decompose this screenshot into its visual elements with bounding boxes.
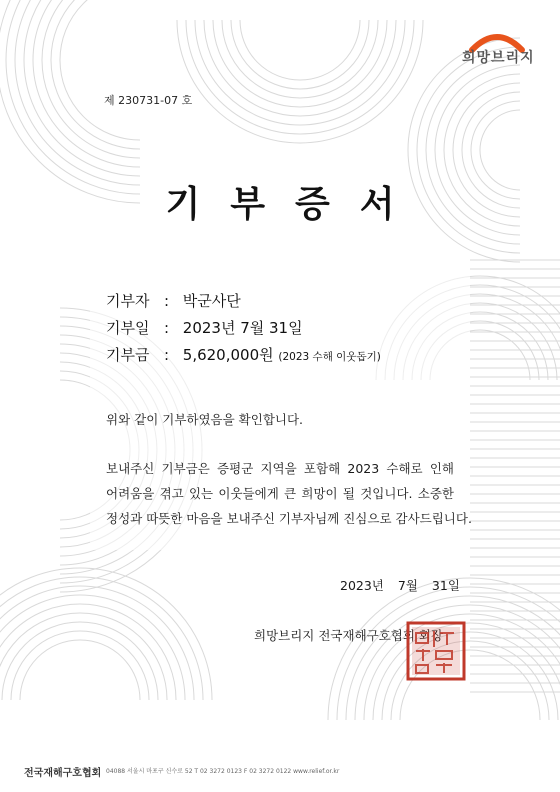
logo-text: 희망브리지	[462, 50, 535, 66]
footer-org-name: 전국재해구호협회	[24, 768, 102, 779]
footer-contact-info: 04088 서울시 마포구 신수로 52 T 02 3272 0123 F 02 3272 0122 www.relief.or.kr	[106, 768, 340, 775]
pattern-line	[11, 631, 149, 700]
pattern-line	[0, 604, 176, 700]
issuer-name: 희망브리지 전국재해구호협회 회장	[254, 628, 444, 643]
pattern-line	[0, 577, 203, 700]
date-day: 31일	[431, 578, 460, 593]
pattern-line	[20, 640, 140, 700]
paragraph-line: 정성과 따뜻한 마음을 보내주신 기부자님께 진심으로 감사드립니다.	[106, 511, 472, 526]
date-year: 2023년	[340, 578, 384, 593]
thanks-paragraph	[106, 456, 472, 531]
pattern-line	[240, 20, 360, 80]
field-value: 박군사단	[182, 292, 241, 310]
document-number: 제 230731-07 호	[104, 94, 193, 107]
pattern-line	[408, 38, 520, 262]
field-colon: :	[164, 346, 170, 364]
field-label: 기부금	[106, 346, 150, 364]
field-label: 기부자	[106, 292, 150, 310]
paragraph-line: 보내주신 기부금은 증평군 지역을 포함해 2023 수해로 인해	[106, 461, 454, 476]
pattern-line	[186, 20, 414, 134]
field-value: 5,620,000원	[182, 346, 274, 364]
pattern-line	[222, 20, 378, 98]
paragraph-line: 어려움을 겪고 있는 이웃들에게 큰 희망이 될 것입니다. 소중한	[106, 486, 454, 501]
donation-amount-field	[106, 344, 381, 365]
donation-date-field	[106, 317, 303, 338]
date-month: 7월	[397, 578, 418, 593]
field-note: (2023 수해 이웃돕기)	[278, 351, 381, 363]
certificate-title: 기부증서	[165, 184, 425, 225]
pattern-line	[0, 595, 185, 700]
pattern-line	[231, 20, 369, 89]
pattern-line	[0, 568, 212, 700]
confirmation-statement: 위와 같이 기부하였음을 확인합니다.	[106, 412, 304, 427]
pattern-line	[60, 0, 140, 140]
issue-date	[340, 576, 460, 594]
official-seal-icon	[406, 621, 466, 681]
field-colon: :	[164, 319, 170, 337]
pattern-line	[2, 622, 158, 700]
field-colon: :	[164, 292, 170, 310]
field-value: 2023년 7월 31일	[182, 319, 303, 337]
field-label: 기부일	[106, 319, 150, 337]
pattern-line	[195, 20, 405, 125]
donor-field	[106, 290, 241, 311]
